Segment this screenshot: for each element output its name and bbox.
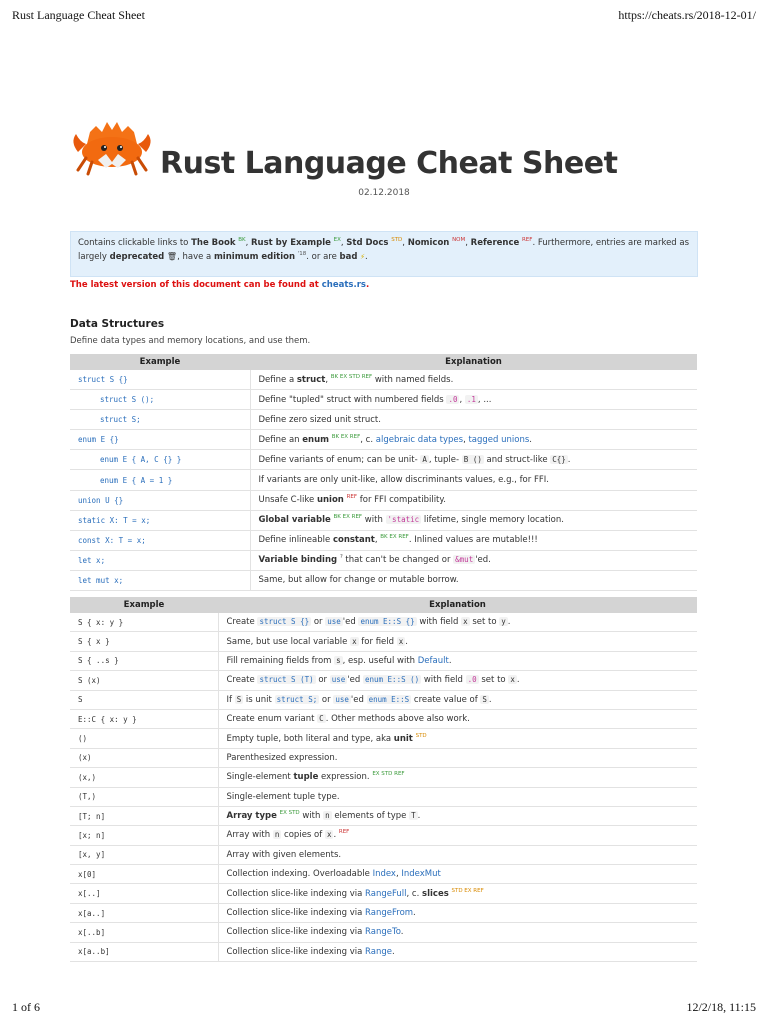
table-header (70, 597, 697, 613)
text: Array with given elements. (226, 849, 342, 860)
text: , c. (406, 888, 423, 899)
code[interactable]: enum E::S () (364, 675, 420, 685)
explanation (218, 729, 697, 748)
code[interactable]: use (331, 675, 346, 685)
explanation (218, 923, 697, 942)
example-code[interactable]: enum E { A = 1 } (70, 470, 250, 490)
table-row (70, 806, 697, 825)
text: . (516, 675, 520, 686)
explanation (218, 865, 697, 884)
text: for FFI compatibility. (357, 495, 446, 506)
example-code[interactable]: struct S; (70, 410, 250, 430)
link-the-book[interactable]: The Book (191, 238, 236, 248)
example-code[interactable]: [T; n] (70, 806, 218, 825)
print-url[interactable]: https://cheats.rs/2018-12-01/ (618, 8, 756, 22)
latest-end: . (365, 280, 370, 290)
text: Define "tupled" struct with numbered fields (258, 394, 447, 405)
text: Collection slice-like indexing via (226, 908, 366, 919)
code: C (319, 714, 324, 724)
code[interactable]: enum E::S {} (360, 617, 415, 627)
latest-text: The latest version of this document can be found at (70, 280, 322, 290)
example-code[interactable]: S (70, 690, 218, 709)
info-box (70, 231, 698, 277)
table-row (70, 884, 697, 903)
table-row (70, 613, 697, 632)
table-row (70, 470, 697, 490)
text: If (226, 694, 235, 705)
text: , c. (360, 434, 376, 445)
explanation (218, 709, 697, 728)
example-code[interactable]: [x; n] (70, 826, 218, 845)
col-explanation: Explanation (218, 597, 697, 613)
tags[interactable]: EX STD REF (372, 771, 405, 778)
tags[interactable]: BK EX REF (331, 434, 361, 440)
text: Collection slice-like indexing via (226, 888, 366, 899)
text: Empty tuple, both literal and type, aka (226, 733, 394, 744)
code[interactable]: use (335, 694, 349, 704)
text: Define an (258, 434, 303, 445)
text: and struct-like (483, 454, 551, 465)
text: . Other methods above also work. (325, 714, 470, 725)
info-text: , have a (177, 252, 214, 262)
example-code[interactable]: struct S (); (70, 390, 250, 410)
tags[interactable]: REF (346, 494, 358, 501)
keyword: slices (422, 888, 449, 899)
text: 'ed (347, 675, 363, 686)
table-row (70, 390, 697, 410)
table-row (70, 923, 697, 942)
page-count: 1 of 6 (12, 1000, 40, 1014)
table-row (70, 729, 697, 748)
explanation (250, 470, 697, 490)
text: Create enum variant (226, 714, 318, 725)
text: set to (478, 675, 509, 686)
link-tagged-unions[interactable]: tagged unions (468, 434, 530, 445)
code: .0 (467, 675, 477, 685)
text: Single-element tuple type. (226, 791, 340, 802)
info-text: , (340, 238, 347, 248)
data-structures-table (70, 354, 697, 591)
text: , (463, 434, 469, 445)
explanation (250, 490, 697, 510)
example-code[interactable]: x[a..] (70, 903, 218, 922)
code: x (326, 830, 332, 840)
print-header (12, 8, 756, 23)
text: . (413, 908, 416, 919)
text: , ... (477, 394, 492, 405)
link-indexmut[interactable]: IndexMut (401, 869, 441, 880)
text: . (417, 811, 421, 822)
explanation (218, 845, 697, 864)
explanation (250, 510, 697, 530)
tags[interactable]: BK EX REF (333, 514, 363, 521)
link-algebraic-data-types[interactable]: algebraic data types (375, 434, 464, 445)
lightning-icon: ⚡ (360, 253, 366, 261)
explanation (250, 390, 697, 410)
explanation (218, 690, 697, 709)
text: Array with (226, 830, 273, 841)
code: x (352, 636, 357, 646)
link-rangeto[interactable]: RangeTo (365, 927, 401, 938)
tags[interactable]: ? (339, 554, 343, 561)
text: elements of type (331, 811, 410, 822)
table-row (70, 510, 697, 530)
text: set to (469, 617, 500, 628)
code: 'static (387, 515, 420, 525)
table-row (70, 430, 697, 450)
text: lifetime, single memory location. (421, 515, 564, 526)
tags[interactable]: EX STD (279, 810, 300, 817)
example-code[interactable]: enum E {} (70, 430, 250, 450)
trash-icon: 🗑 (166, 252, 178, 261)
explanation (250, 550, 697, 570)
info-text: , (465, 238, 471, 248)
tag-ex: EX (333, 237, 341, 244)
code[interactable]: struct S; (276, 694, 318, 704)
keyword: Array type (226, 811, 277, 822)
text: . (488, 694, 492, 705)
code: C{} (552, 454, 566, 464)
example-code[interactable]: static X: T = x; (70, 510, 250, 530)
example-code[interactable]: (x) (70, 748, 218, 767)
table-row (70, 787, 697, 806)
tags[interactable]: STD EX REF (451, 887, 484, 894)
table-row (70, 370, 697, 390)
table-row (70, 632, 697, 651)
text: Collection indexing. Overloadable (226, 869, 373, 880)
text: Parenthesized expression. (226, 752, 338, 763)
info-text: , (245, 238, 251, 248)
table-row (70, 865, 697, 884)
table-row (70, 450, 697, 470)
section-title: Data Structures (70, 318, 165, 330)
text: that can't be changed or (342, 555, 454, 566)
min-edition-label: minimum edition (213, 252, 296, 262)
text: , (325, 374, 331, 385)
text: Unsafe C-like (258, 495, 317, 506)
table-row (70, 570, 697, 590)
info-text: . or are (306, 252, 340, 262)
explanation (218, 787, 697, 806)
text: or (319, 694, 334, 705)
text: , esp. useful with (342, 655, 418, 666)
code: x (398, 636, 404, 646)
code: T (411, 811, 416, 821)
text: . Inlined values are mutable!!! (408, 535, 538, 546)
table-row (70, 826, 697, 845)
section-description: Define data types and memory locations, and use them. (70, 336, 311, 346)
text: . (333, 830, 337, 841)
explanation (218, 613, 697, 632)
example-code[interactable]: enum E { A, C {} } (70, 450, 250, 470)
text: 'ed (350, 694, 367, 705)
text: copies of (281, 830, 325, 841)
code: .1 (466, 394, 476, 404)
example-code[interactable]: let x; (70, 550, 250, 570)
keyword: enum (302, 434, 329, 445)
table-row (70, 942, 697, 961)
tag-nom: NOM (452, 237, 466, 244)
tags[interactable]: BK EX STD REF (330, 373, 373, 380)
tag-ref: REF (521, 237, 533, 244)
example-code[interactable]: x[..b] (70, 923, 218, 942)
col-example: Example (70, 597, 218, 613)
info-text: Contains clickable links to (78, 238, 192, 248)
example-code[interactable]: x[a..b] (70, 942, 218, 961)
explanation (250, 430, 697, 450)
text: , (374, 535, 381, 546)
text: , tuple- (428, 454, 462, 465)
text: with field (421, 675, 466, 686)
example-code[interactable]: () (70, 729, 218, 748)
example-code[interactable]: (T,) (70, 787, 218, 806)
text: . (405, 636, 408, 647)
link-nomicon[interactable]: Nomicon (407, 238, 450, 248)
text: with (299, 811, 324, 822)
info-text: . (365, 252, 368, 262)
table-row (70, 671, 697, 690)
text: Create (226, 617, 258, 628)
table-row (70, 709, 697, 728)
text: Fill remaining fields from (226, 655, 335, 666)
text: Collection slice-like indexing via (226, 946, 366, 957)
text: . (567, 454, 571, 465)
code: n (325, 811, 330, 821)
example-code[interactable]: S (x) (70, 671, 218, 690)
link-range[interactable]: Range (365, 946, 392, 957)
code: x (463, 617, 468, 627)
link-rust-by-example[interactable]: Rust by Example (250, 238, 331, 248)
text: , (395, 869, 402, 880)
text: or (311, 617, 326, 628)
explanation (218, 768, 697, 787)
code: s (336, 655, 341, 665)
example-code[interactable]: const X: T = x; (70, 530, 250, 550)
explanation (250, 570, 697, 590)
example-code[interactable]: union U {} (70, 490, 250, 510)
table-row (70, 651, 697, 670)
text: . (392, 946, 395, 957)
struct-usage-table (70, 597, 697, 962)
tags[interactable]: BK EX REF (380, 534, 409, 541)
text: for field (358, 636, 397, 647)
tags[interactable]: STD (415, 732, 427, 739)
keyword: Global variable (258, 515, 331, 526)
text: . (529, 434, 532, 445)
cheats-rs-link[interactable]: cheats.rs (321, 280, 366, 290)
table-header (70, 354, 697, 370)
explanation (218, 651, 697, 670)
text: Collection slice-like indexing via (226, 927, 366, 938)
explanation (250, 370, 697, 390)
code[interactable]: struct S {} (259, 617, 310, 627)
tag-std: STD (391, 237, 403, 244)
explanation (250, 450, 697, 470)
table-row (70, 410, 697, 430)
text: with (362, 515, 386, 526)
example-code[interactable]: (x,) (70, 768, 218, 787)
example-code[interactable]: [x, y] (70, 845, 218, 864)
code[interactable]: use (327, 617, 341, 627)
link-index[interactable]: Index (372, 869, 396, 880)
example-code[interactable]: S { x } (70, 632, 218, 651)
text: Define inlineable (258, 535, 333, 546)
text: Define variants of enum; can be unit- (258, 454, 421, 465)
text: . (400, 927, 404, 938)
keyword: union (316, 495, 344, 506)
table-row (70, 530, 697, 550)
example-code[interactable]: E::C { x: y } (70, 709, 218, 728)
explanation (218, 826, 697, 845)
link-rangefull[interactable]: RangeFull (365, 888, 407, 899)
col-example: Example (70, 354, 250, 370)
table-row (70, 690, 697, 709)
code: B () (463, 454, 482, 464)
info-text: . Furthermore, entries are marked as largely (78, 238, 690, 262)
keyword: tuple (293, 772, 319, 783)
explanation (218, 671, 697, 690)
text: 'ed. (475, 555, 491, 566)
tag-bk: BK (238, 237, 246, 244)
table-row (70, 768, 697, 787)
text: , (459, 394, 465, 405)
code: .0 (448, 394, 458, 404)
table-row (70, 490, 697, 510)
bad-label: bad (339, 252, 358, 262)
code: A (422, 454, 427, 464)
text: with named fields. (372, 374, 454, 385)
text: Create (226, 675, 258, 686)
ferris-crab-logo (70, 112, 154, 178)
code[interactable]: enum E::S (368, 694, 410, 704)
code: S (236, 694, 242, 704)
text: If variants are only unit-like, allow discriminants values, e.g., for FFI. (258, 475, 549, 486)
text: expression. (318, 772, 370, 783)
text: Same, but use local variable (226, 636, 351, 647)
code: &mut (455, 555, 474, 565)
link-reference[interactable]: Reference (470, 238, 520, 248)
table-row (70, 550, 697, 570)
tags[interactable]: REF (338, 829, 350, 836)
latest-version-notice (70, 280, 369, 290)
page-title: Rust Language Cheat Sheet (160, 146, 618, 181)
keyword: Variable binding (258, 555, 338, 566)
explanation (218, 884, 697, 903)
text: . (507, 617, 511, 628)
text: Define zero sized unit struct. (258, 414, 381, 425)
code: x (510, 675, 515, 685)
text: create value of (411, 694, 481, 705)
table-row (70, 903, 697, 922)
link-default[interactable]: Default (417, 655, 449, 666)
link-std-docs[interactable]: Std Docs (346, 238, 389, 248)
keyword: unit (393, 733, 413, 744)
example-code[interactable]: x[..] (70, 884, 218, 903)
code: y (501, 617, 506, 627)
explanation (218, 806, 697, 825)
example-code[interactable]: x[0] (70, 865, 218, 884)
print-datetime: 12/2/18, 11:15 (686, 1000, 756, 1014)
example-code[interactable]: struct S {} (70, 370, 250, 390)
explanation (218, 942, 697, 961)
text: 'ed (342, 617, 359, 628)
example-code[interactable]: S { ..s } (70, 651, 218, 670)
page-date: 02.12.2018 (358, 188, 410, 198)
explanation (250, 530, 697, 550)
explanation (218, 903, 697, 922)
text: Define a (258, 374, 297, 385)
print-page-title: Rust Language Cheat Sheet (12, 8, 145, 22)
link-rangefrom[interactable]: RangeFrom (365, 908, 414, 919)
tag-edition: '18 (297, 251, 307, 258)
text: with field (416, 617, 462, 628)
keyword: constant (332, 535, 375, 546)
explanation (218, 632, 697, 651)
table-row (70, 845, 697, 864)
text: or (315, 675, 330, 686)
col-explanation: Explanation (250, 354, 697, 370)
explanation (250, 410, 697, 430)
text: Same, but allow for change or mutable borrow. (258, 575, 459, 586)
print-footer (12, 1000, 756, 1015)
text: . (448, 655, 452, 666)
deprecated-label: deprecated (109, 252, 165, 262)
text: is unit (243, 694, 275, 705)
code: S (482, 694, 487, 704)
code[interactable]: struct S (T) (259, 675, 314, 685)
code: n (274, 830, 280, 840)
keyword: struct (296, 374, 326, 385)
info-text: , (402, 238, 408, 248)
table-row (70, 748, 697, 767)
example-code[interactable]: let mut x; (70, 570, 250, 590)
explanation (218, 748, 697, 767)
example-code[interactable]: S { x: y } (70, 613, 218, 632)
text: Single-element (226, 772, 294, 783)
